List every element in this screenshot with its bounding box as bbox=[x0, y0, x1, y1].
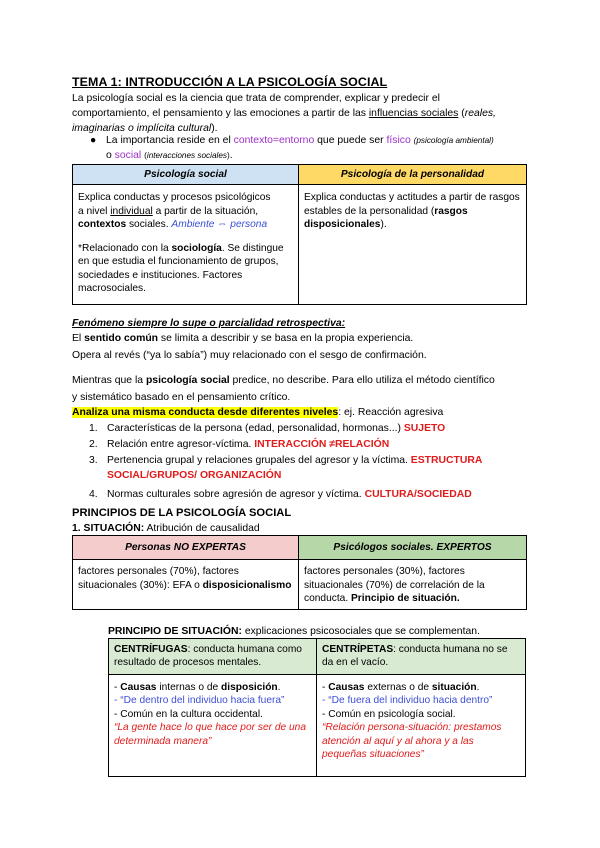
table3-cell-centrifugas bbox=[109, 674, 317, 776]
cell-text: factores personales (30%), factores situacionales (70%) de correlación de la conducta. bbox=[304, 566, 485, 605]
list-number: 4. bbox=[89, 488, 98, 500]
bullet-note: interacciones sociales bbox=[146, 151, 227, 161]
cell-text: a nivel bbox=[78, 205, 111, 217]
phenomenon-text: se limita a describir y se basa en la propia experiencia. bbox=[158, 333, 414, 345]
cell-text: Explica conductas y actitudes a partir de rasgos estables de la personalidad ( bbox=[304, 192, 520, 217]
cell-text: ). bbox=[380, 219, 387, 231]
page-title: TEMA 1: INTRODUCCIÓN A LA PSICOLOGÍA SOCIAL bbox=[72, 75, 388, 89]
cell-text: a partir de la situación, bbox=[152, 205, 259, 217]
cell-blue: Ambiente ⇔ persona bbox=[171, 219, 268, 231]
intro-close: ). bbox=[211, 123, 218, 135]
header-bold: CENTRÍPETAS bbox=[322, 644, 394, 655]
comparison-table-2 bbox=[72, 535, 527, 610]
bullet-context: contexto=entorno bbox=[233, 135, 315, 146]
cell-text: internas o de bbox=[156, 681, 222, 693]
phenomenon-bold: sentido común bbox=[84, 333, 159, 345]
cell-blue: - “De fuera del individuo hacia dentro” bbox=[322, 695, 493, 707]
cell-text: - bbox=[114, 681, 121, 693]
list-tag: CULTURA/SOCIEDAD bbox=[364, 488, 472, 500]
list-item bbox=[72, 453, 532, 483]
cell-bold: Causas bbox=[328, 681, 365, 693]
list-text: Relación entre agresor-víctima. bbox=[107, 439, 255, 451]
bullet-item: ● La importancia reside en el contexto=entorno que puede ser físico (psicología ambiental) o social (interacciones sociales). bbox=[90, 135, 494, 162]
cell-text: externas o de bbox=[364, 681, 432, 693]
list-item bbox=[72, 437, 532, 452]
intro-italic: reales, bbox=[464, 108, 496, 120]
intro-paren: ( bbox=[458, 108, 465, 120]
header-text: : conducta humana no se da en el vacío. bbox=[322, 644, 508, 669]
highlighted-text: Analiza una misma conducta desde diferentes niveles bbox=[72, 407, 339, 419]
cell-text: factores personales (70%), factores situacionales (30%): EFA o bbox=[78, 566, 239, 591]
table3-header-centripetas bbox=[317, 639, 526, 675]
situation-principle bbox=[108, 624, 538, 639]
table1-header-social: Psicología social bbox=[73, 165, 299, 185]
list-number: 1. bbox=[89, 423, 98, 435]
list-tag: SUJETO bbox=[403, 423, 446, 435]
cell-text: . bbox=[277, 681, 281, 693]
list-text: Características de la persona (edad, personalidad, hormonas...) bbox=[107, 423, 404, 435]
table1-cell-social bbox=[73, 185, 299, 305]
list-number: 3. bbox=[89, 455, 98, 467]
bullet-text: La importancia reside en el bbox=[106, 135, 234, 146]
principles-section bbox=[72, 505, 532, 536]
para-text: y sistemático basado en el pensamiento crítico. bbox=[72, 392, 291, 404]
list-number: 2. bbox=[89, 439, 98, 451]
list-item bbox=[72, 487, 532, 502]
bullet-social: social bbox=[114, 150, 142, 162]
table3-cell-centripetas bbox=[317, 674, 526, 776]
principle-number: 1. SITUACIÓN: bbox=[72, 523, 145, 535]
cell-note: . Se distingue en que estudia el funcionamiento de grupos, sociedades e instituciones. Factores macrosociales. bbox=[78, 242, 284, 295]
list-item bbox=[72, 421, 532, 436]
cell-bold: contextos bbox=[78, 219, 127, 231]
table2-cell-no-expertas bbox=[73, 560, 299, 609]
list-tag: INTERACCIÓN ≠RELACIÓN bbox=[254, 439, 390, 451]
cell-underlined: individual bbox=[110, 205, 153, 217]
psychology-paragraph bbox=[72, 373, 532, 502]
cell-text: - Común en psicología social. bbox=[322, 708, 456, 720]
phenomenon-text: Opera al revés (“ya lo sabía”) muy relacionado con el sesgo de confirmación. bbox=[72, 350, 427, 362]
bullet-dot-icon: ● bbox=[90, 135, 97, 146]
intro-line: comportamiento, el pensamiento y las emociones a partir de las bbox=[72, 108, 369, 120]
bullet-fisico: físico bbox=[386, 135, 411, 146]
phenomenon-section bbox=[72, 316, 532, 363]
cell-bold: rasgos disposicionales bbox=[304, 205, 468, 231]
header-bold: CENTRÍFUGAS bbox=[114, 644, 188, 655]
phenomenon-title: Fenómeno siempre lo supe o parcialidad retrospectiva: bbox=[72, 318, 346, 329]
phenomenon-text: El bbox=[72, 333, 85, 345]
cell-text: - bbox=[322, 681, 329, 693]
cell-bold: sociología bbox=[171, 242, 222, 254]
para-text: : ej. Reacción agresiva bbox=[338, 407, 444, 419]
table2-cell-expertos bbox=[299, 560, 527, 609]
intro-italic: imaginarias o implícita cultural bbox=[72, 123, 212, 135]
para-text: Mientras que la bbox=[72, 375, 146, 386]
para-text: predice, no describe. Para ello utiliza el método científico bbox=[229, 375, 495, 386]
bullet-text: o bbox=[106, 150, 115, 162]
cell-bold: Principio de situación. bbox=[351, 593, 460, 605]
para-bold: psicología social bbox=[145, 375, 230, 386]
list-text: Pertenencia grupal y relaciones grupales del agresor y la víctima. bbox=[107, 455, 411, 467]
cell-text: - Común en la cultura occidental. bbox=[114, 708, 263, 720]
table1-cell-personalidad bbox=[299, 185, 527, 305]
list-text: Normas culturales sobre agresión de agresor y víctima. bbox=[107, 488, 365, 500]
principles-title: PRINCIPIOS DE LA PSICOLOGÍA SOCIAL bbox=[72, 507, 292, 519]
cell-bold: situación bbox=[431, 681, 477, 693]
list-tag: ESTRUCTURA SOCIAL/GRUPOS/ ORGANIZACIÓN bbox=[107, 455, 482, 482]
cell-quote: “La gente hace lo que hace por ser de una determinada manera” bbox=[114, 722, 307, 747]
header-text: : conducta humana como resultado de procesos mentales. bbox=[114, 644, 302, 669]
table3-header-centrifugas bbox=[109, 639, 317, 675]
table1-header-personalidad: Psicología de la personalidad bbox=[299, 165, 527, 185]
situation-title: PRINCIPIO DE SITUACIÓN: bbox=[108, 626, 242, 637]
situation-text: explicaciones psicosociales que se complementan. bbox=[241, 626, 480, 637]
cell-text: Explica conductas y procesos psicológicos bbox=[78, 192, 271, 204]
bullet-text: que puede ser bbox=[314, 135, 387, 146]
levels-list bbox=[72, 421, 532, 501]
cell-text: . bbox=[476, 681, 480, 693]
cell-bold: Causas bbox=[120, 681, 157, 693]
principle-text: Atribución de causalidad bbox=[144, 523, 260, 535]
cell-blue: - “De dentro del individuo hacia fuera” bbox=[114, 695, 285, 707]
table2-header-expertos: Psicólogos sociales. EXPERTOS bbox=[299, 536, 527, 560]
cell-text: sociales. bbox=[126, 219, 172, 231]
cell-quote: “Relación persona-situación: prestamos atención al aquí y al ahora y a las pequeñas situaciones” bbox=[322, 722, 502, 761]
comparison-table-3 bbox=[108, 638, 526, 777]
cell-bold: disposición bbox=[221, 681, 278, 693]
intro-paragraph bbox=[72, 91, 532, 136]
intro-line: La psicología social es la ciencia que trata de comprender, explicar y predecir el bbox=[72, 93, 440, 104]
comparison-table-1 bbox=[72, 164, 527, 305]
cell-bold: disposicionalismo bbox=[202, 579, 292, 591]
table2-header-no-expertas: Personas NO EXPERTAS bbox=[73, 536, 299, 560]
cell-note: *Relacionado con la bbox=[78, 242, 172, 254]
intro-underlined: influencias sociales bbox=[368, 108, 459, 120]
bullet-text: . bbox=[229, 150, 233, 162]
bullet-note: (psicología ambiental) bbox=[413, 136, 494, 145]
